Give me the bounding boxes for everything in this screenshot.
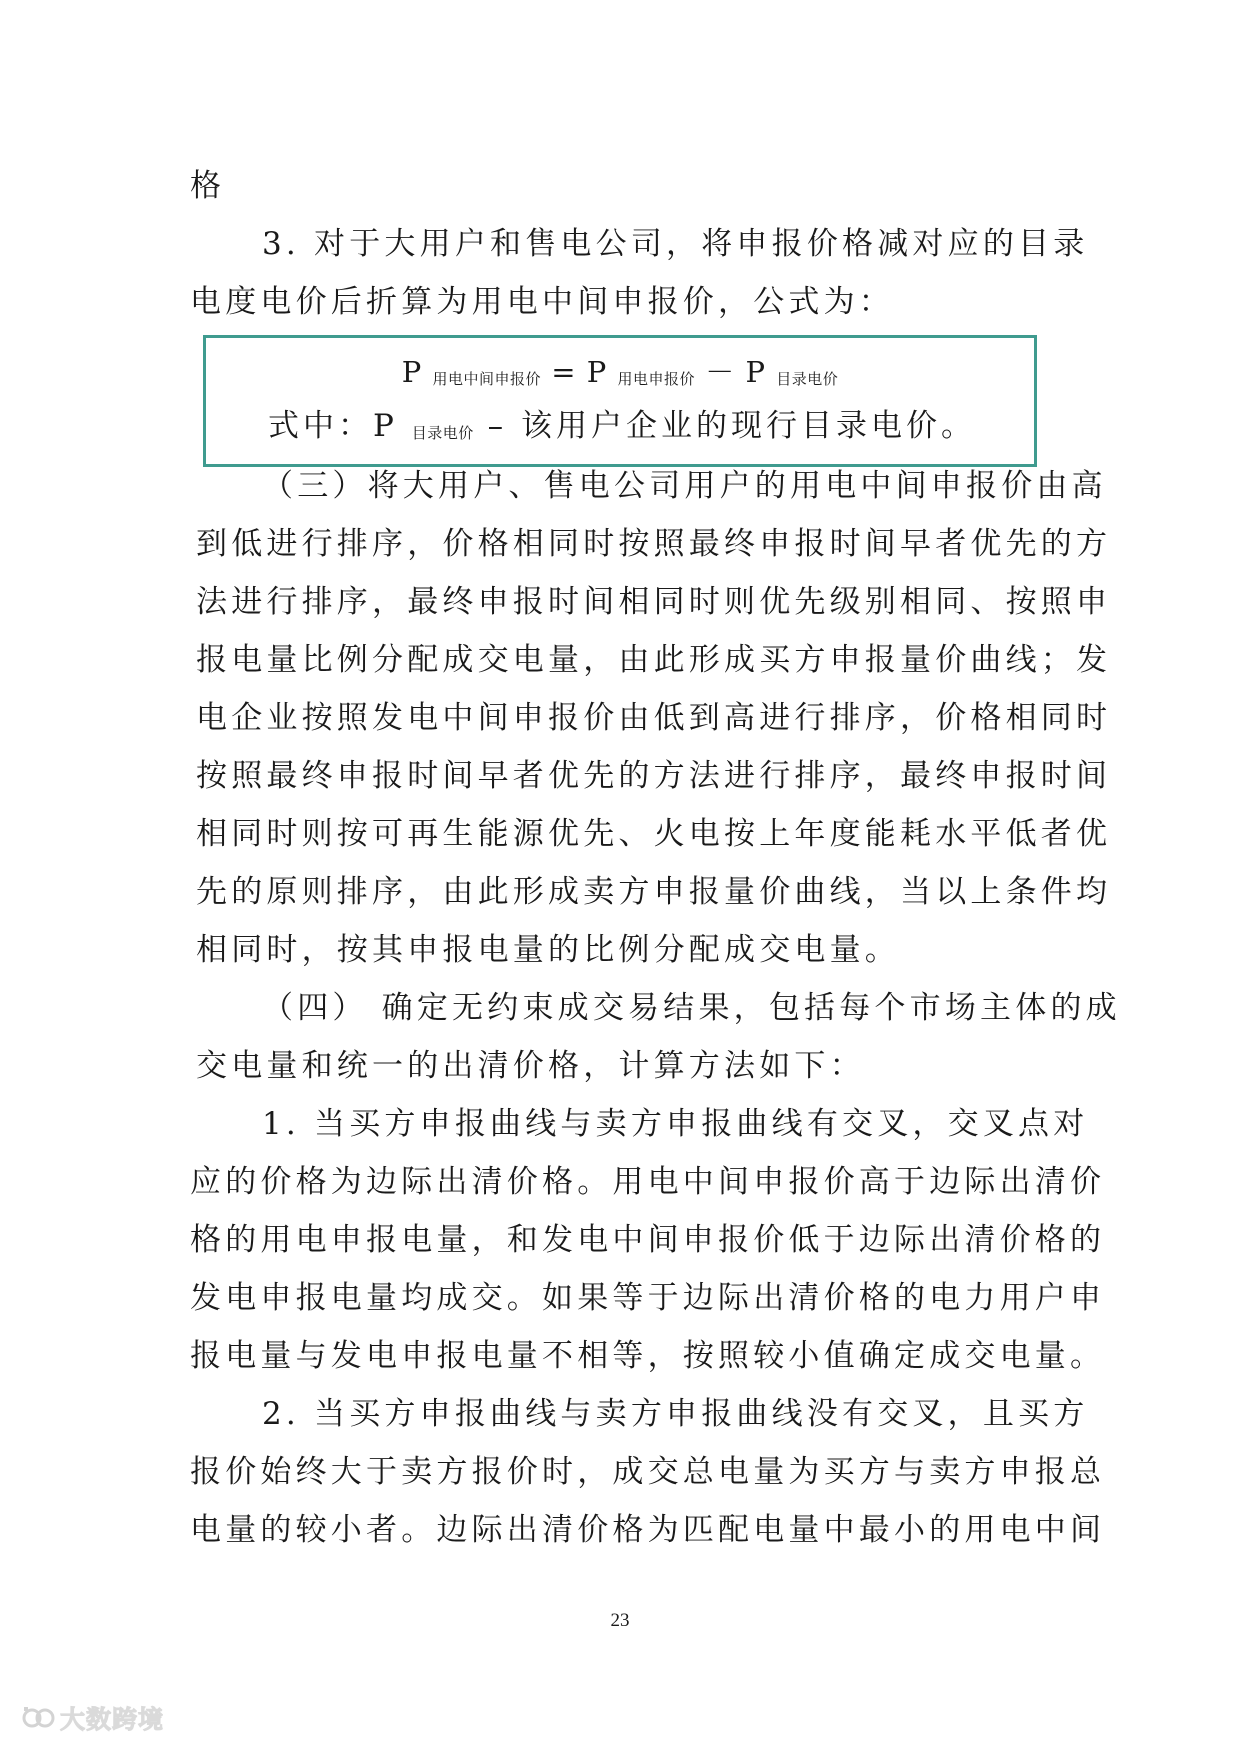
formula-p3: P (745, 355, 766, 389)
body-line-16: 应的价格为边际出清价格。用电中间申报价高于边际出清价 (190, 1164, 1106, 1200)
watermark-text: 大数跨境 (60, 1705, 165, 1734)
body-line-1: 格 (190, 168, 226, 204)
formula-note (268, 400, 976, 445)
body-line-14: 交电量和统一的出清价格，计算方法如下： (196, 1048, 865, 1084)
body-line-21: 报价始终大于卖方报价时，成交总电量为买方与卖方申报总 (190, 1454, 1106, 1490)
body-line-15: 1. 当买方申报曲线与卖方申报曲线有交叉，交叉点对 (262, 1106, 1089, 1142)
formula-equation (206, 350, 1034, 391)
body-line-10: 相同时则按可再生能源优先、火电按上年度能耗水平低者优 (196, 816, 1112, 852)
formula-note-p: P (373, 408, 398, 444)
watermark (22, 1700, 164, 1736)
formula-note-p-subscript: 目录电价 (411, 424, 474, 442)
body-line-18: 发电申报电量均成交。如果等于边际出清价格的电力用户申 (190, 1280, 1106, 1316)
body-line-8: 电企业按照发电中间申报价由低到高进行排序，价格相同时 (196, 700, 1112, 736)
formula-note-prefix: 式中： (268, 408, 373, 444)
body-line-19: 报电量与发电申报电量不相等，按照较小值确定成交电量。 (190, 1338, 1106, 1374)
body-line-12: 相同时，按其申报电量的比例分配成交电量。 (196, 932, 900, 968)
body-line-6: 法进行排序，最终申报时间相同时则优先级别相同、按照申 (196, 584, 1112, 620)
formula-box (203, 335, 1037, 467)
formula-equals: = (551, 355, 587, 389)
watermark-logo-icon (22, 1703, 56, 1733)
body-line-22: 电量的较小者。边际出清价格为匹配电量中最小的用电中间 (190, 1512, 1106, 1548)
body-line-4: （三）将大用户、售电公司用户的用电中间申报价由高 (262, 468, 1107, 504)
formula-minus: － (705, 355, 746, 389)
body-line-17: 格的用电申报电量，和发电中间申报价低于边际出清价格的 (190, 1222, 1106, 1258)
body-line-11: 先的原则排序，由此形成卖方申报量价曲线，当以上条件均 (196, 874, 1112, 910)
body-line-20: 2. 当买方申报曲线与卖方申报曲线没有交叉，且买方 (262, 1396, 1089, 1432)
formula-p3-subscript: 目录电价 (776, 370, 839, 388)
body-line-13: （四） 确定无约束成交易结果，包括每个市场主体的成 (262, 990, 1121, 1026)
page-number: 23 (610, 1610, 630, 1631)
body-line-9: 按照最终申报时间早者优先的方法进行排序，最终申报时间 (196, 758, 1112, 794)
body-line-5: 到低进行排序，价格相同时按照最终申报时间早者优先的方 (196, 526, 1112, 562)
formula-p2-subscript: 用电申报价 (617, 370, 696, 388)
formula-note-text: – 该用户企业的现行目录电价。 (487, 408, 976, 444)
formula-p2: P (586, 355, 608, 389)
body-line-7: 报电量比例分配成交电量，由此形成买方申报量价曲线；发 (196, 642, 1112, 678)
body-line-3: 电度电价后折算为用电中间申报价，公式为： (190, 284, 894, 320)
body-line-2: 3. 对于大用户和售电公司，将申报价格减对应的目录 (262, 226, 1089, 262)
formula-p1-subscript: 用电中间申报价 (432, 370, 542, 388)
formula-p1: P (401, 355, 423, 389)
